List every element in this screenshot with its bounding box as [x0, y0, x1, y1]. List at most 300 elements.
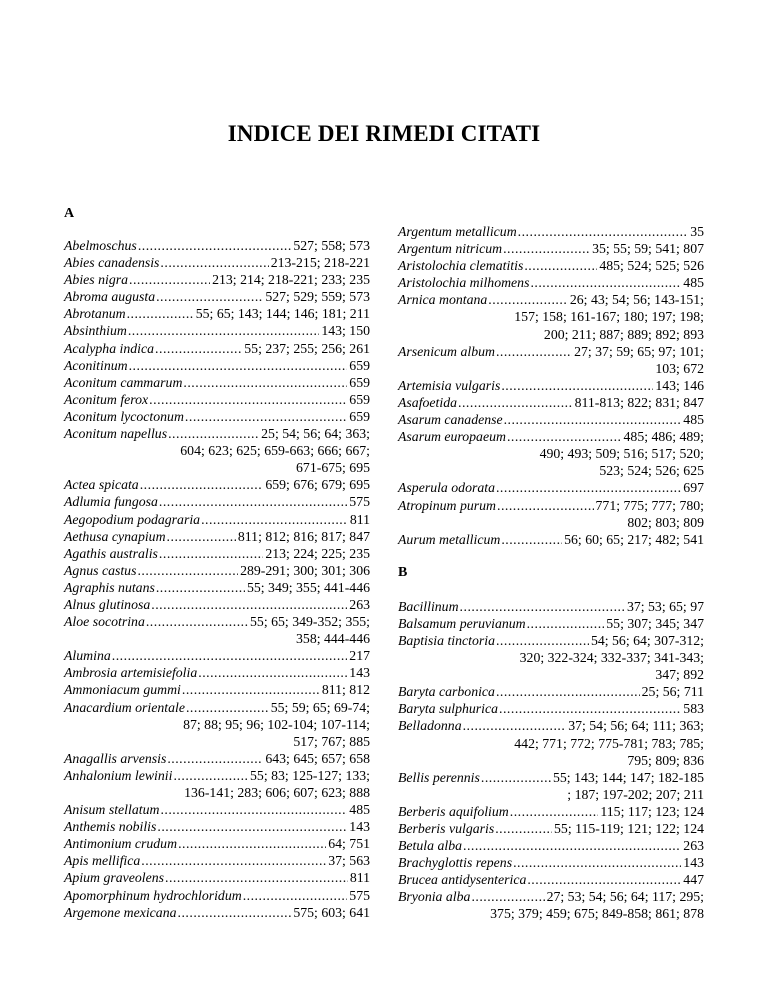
index-entry-first-line [64, 305, 370, 322]
index-entry-first-line [64, 904, 370, 921]
dot-leader [513, 854, 681, 871]
index-entry-first-line [64, 750, 370, 767]
dot-leader [156, 288, 263, 305]
remedy-name: Atropinum purum [398, 497, 496, 513]
remedy-name: Artemisia vulgaris [398, 377, 501, 393]
dot-leader [460, 598, 625, 615]
remedy-name: Acalypha indica [64, 340, 155, 356]
dot-leader [165, 869, 348, 886]
index-entry-first-line [398, 632, 704, 649]
index-entry [398, 871, 704, 888]
dot-leader [167, 750, 263, 767]
remedy-name: Apium graveolens [64, 870, 165, 886]
dot-leader [178, 835, 326, 852]
remedy-name: Alnus glutinosa [64, 596, 151, 612]
page-references: 35 [690, 224, 704, 239]
page-references-continued: 802; 803; 809 [627, 514, 704, 530]
index-entry-first-line [64, 835, 370, 852]
index-entry-first-line [64, 767, 370, 784]
page-references: 37; 53; 65; 97 [626, 598, 704, 614]
page-references: 263 [349, 596, 370, 612]
remedy-name: Arsenicum album [398, 343, 495, 359]
page-references: 583 [683, 701, 704, 717]
page-references: 55; 65; 143; 144; 146; 181; 211 [195, 306, 370, 322]
remedy-name: Argemone mexicana [64, 904, 177, 920]
remedy-name: Belladonna [398, 718, 462, 734]
remedy-name: Abelmoschus [64, 238, 137, 253]
page-references: 213; 224; 225; 235 [265, 545, 370, 561]
dot-leader [518, 223, 689, 240]
remedy-name: Agraphis nutans [64, 579, 155, 595]
remedy-name: Aconitum ferox [64, 391, 149, 407]
remedy-name: Aristolochia clematitis [398, 258, 524, 274]
remedy-name: Asperula odorata [398, 480, 495, 496]
remedy-name: Adlumia fungosa [64, 494, 158, 510]
index-entry [398, 615, 704, 632]
dot-leader [471, 888, 544, 905]
dot-leader [178, 904, 292, 921]
page-references: 55; 307; 345; 347 [606, 615, 704, 631]
dot-leader [201, 511, 348, 528]
page-references: 697 [683, 480, 704, 496]
page-references: 811; 812 [321, 682, 370, 698]
index-entry-first-line [64, 579, 370, 596]
page-references: 527; 529; 559; 573 [265, 289, 370, 305]
page-references: 55; 83; 125-127; 133; [250, 767, 370, 783]
index-entry [64, 562, 370, 579]
dot-leader [129, 271, 210, 288]
index-entry-first-line [398, 803, 704, 820]
remedy-name: Baptisia tinctoria [398, 632, 495, 648]
page-references: 25; 56; 711 [641, 684, 704, 700]
index-entry-first-line [398, 598, 704, 615]
remedy-name: Aurum metallicum [398, 531, 501, 547]
remedy-name: Aconitum cammarum [64, 374, 183, 390]
dot-leader [159, 545, 263, 562]
index-entry-first-line [398, 700, 704, 717]
index-entry [64, 528, 370, 545]
dot-leader [499, 700, 681, 717]
dot-leader [481, 769, 551, 786]
page-references: 64; 751 [328, 836, 370, 852]
index-entry [64, 664, 370, 681]
dot-leader [463, 717, 567, 734]
remedy-name: Abies nigra [64, 272, 128, 288]
index-entry [64, 767, 370, 801]
index-entry [398, 717, 704, 768]
index-entry [64, 425, 370, 476]
index-entry-first-line [64, 254, 370, 271]
dot-leader [496, 683, 640, 700]
page-references: 55; 65; 349-352; 355; [250, 614, 370, 630]
dot-leader [510, 803, 599, 820]
entries-list-right-a [398, 223, 704, 548]
dot-leader [243, 887, 348, 904]
index-entry-first-line [64, 237, 370, 254]
index-entry [398, 888, 704, 922]
dot-leader [501, 531, 562, 548]
index-entry [398, 223, 704, 240]
index-entry-first-line [398, 769, 704, 786]
remedy-name: Asarum europaeum [398, 429, 506, 445]
remedy-name: Aristolochia milhomens [398, 275, 530, 291]
index-entry-first-line [64, 818, 370, 835]
page-references: 56; 60; 65; 217; 482; 541 [564, 531, 704, 547]
page-references-continued: 87; 88; 95; 96; 102-104; 107-114; [183, 716, 370, 732]
dot-leader [141, 852, 326, 869]
page-references: 27; 53; 54; 56; 64; 117; 295; [546, 889, 704, 905]
index-entry [64, 374, 370, 391]
remedy-name: Antimonium crudum [64, 836, 178, 852]
page-references-continued: 103; 672 [655, 360, 704, 376]
dot-leader [496, 479, 681, 496]
remedy-name: Betula alba [398, 838, 462, 854]
remedy-name: Agnus castus [64, 562, 137, 578]
index-entry [398, 479, 704, 496]
index-entry-first-line [398, 820, 704, 837]
index-entry [64, 613, 370, 647]
index-entry [398, 377, 704, 394]
index-entry-first-line [398, 615, 704, 632]
index-entry [64, 596, 370, 613]
remedy-name: Asarum canadense [398, 412, 503, 428]
index-entry [398, 428, 704, 479]
dot-leader [137, 562, 238, 579]
remedy-name: Aconitinum [64, 357, 128, 373]
index-entry [64, 887, 370, 904]
page-references: 811-813; 822; 831; 847 [574, 394, 704, 410]
index-entry [398, 274, 704, 291]
page-references: 811 [349, 870, 370, 886]
index-entry-first-line [64, 596, 370, 613]
index-entry [64, 699, 370, 750]
index-entry [64, 322, 370, 339]
remedy-name: Anhalonium lewinii [64, 767, 173, 783]
index-entry [64, 904, 370, 921]
remedy-name: Asafoetida [398, 394, 458, 410]
page-references-continued: 200; 211; 887; 889; 892; 893 [543, 326, 704, 342]
page-title: INDICE DEI RIMEDI CITATI [227, 121, 541, 146]
index-column-right [398, 223, 704, 923]
dot-leader [160, 254, 268, 271]
page-references: 485 [349, 802, 370, 818]
page-references: 143 [683, 855, 704, 871]
page-references: 143; 146 [655, 377, 704, 393]
index-entry [64, 801, 370, 818]
index-entry [398, 803, 704, 820]
index-entry [64, 579, 370, 596]
index-entry [398, 632, 704, 683]
index-entry-first-line [64, 545, 370, 562]
page-references: 575 [349, 494, 370, 510]
page-references-continued: 347; 892 [655, 667, 704, 683]
index-entry-first-line [398, 497, 704, 514]
index-entry [64, 305, 370, 322]
index-entry [64, 869, 370, 886]
index-entry-first-line [64, 647, 370, 664]
index-entry [64, 271, 370, 288]
page-references: 485 [683, 275, 704, 291]
index-entry-first-line [64, 476, 370, 493]
index-entry-first-line [398, 411, 704, 428]
page-references: 527; 558; 573 [293, 238, 370, 253]
dot-leader [530, 274, 681, 291]
index-entry [64, 408, 370, 425]
index-entry-first-line [64, 391, 370, 408]
index-entry-first-line [398, 871, 704, 888]
page-references: 115; 117; 123; 124 [600, 803, 704, 819]
remedy-name: Abroma augusta [64, 289, 156, 305]
index-entry-first-line [64, 562, 370, 579]
page-references-continued: 604; 623; 625; 659-663; 666; 667; [180, 443, 370, 459]
remedy-name: Argentum nitricum [398, 241, 503, 257]
page-references: 659 [349, 391, 370, 407]
dot-leader [140, 476, 264, 493]
page-references-continued: 517; 767; 885 [293, 733, 370, 749]
index-entry [398, 531, 704, 548]
page-references: 447 [683, 872, 704, 888]
dot-leader [127, 305, 194, 322]
index-entry-first-line [398, 683, 704, 700]
dot-leader [185, 408, 347, 425]
index-entry-first-line [398, 854, 704, 871]
index-entry [398, 394, 704, 411]
dot-leader [129, 357, 348, 374]
page-references: 575 [349, 887, 370, 903]
dot-leader [458, 394, 573, 411]
remedy-name: Alumina [64, 648, 111, 664]
page-references: 659 [349, 408, 370, 424]
page-references: 54; 56; 64; 307-312; [590, 632, 704, 648]
index-entry-first-line [64, 681, 370, 698]
remedy-name: Aegopodium podagraria [64, 511, 201, 527]
remedy-name: Abrotanum [64, 306, 126, 322]
remedy-name: Argentum metallicum [398, 224, 517, 239]
dot-leader [151, 596, 347, 613]
dot-leader [524, 257, 597, 274]
index-entry [64, 852, 370, 869]
index-entry-first-line [398, 531, 704, 548]
remedy-name: Aloe socotrina [64, 614, 145, 630]
page-references: 143 [349, 819, 370, 835]
dot-leader [167, 528, 236, 545]
index-entry [398, 240, 704, 257]
page-references-continued: ; 187; 197-202; 207; 211 [567, 786, 704, 802]
index-entry-first-line [64, 271, 370, 288]
index-entry-first-line [398, 837, 704, 854]
index-entry [64, 750, 370, 767]
remedy-name: Anacardium orientale [64, 699, 185, 715]
page-references: 659 [349, 357, 370, 373]
dot-leader [157, 818, 347, 835]
index-entry [398, 854, 704, 871]
dot-leader [155, 340, 242, 357]
index-entry-first-line [64, 869, 370, 886]
remedy-name: Brachyglottis repens [398, 855, 513, 871]
page-references-continued: 523; 524; 526; 625 [599, 463, 704, 479]
page-references: 35; 55; 59; 541; 807 [592, 241, 704, 257]
entries-list-right-b [398, 598, 704, 923]
page-references: 213-215; 218-221 [270, 255, 370, 271]
dot-leader [496, 632, 589, 649]
dot-leader [501, 377, 653, 394]
index-entry [64, 476, 370, 493]
remedy-name: Balsamum peruvianum [398, 615, 526, 631]
index-entry-first-line [398, 377, 704, 394]
page-references: 811; 812; 816; 817; 847 [237, 528, 370, 544]
index-entry [398, 820, 704, 837]
index-entry-first-line [398, 291, 704, 308]
index-entry [64, 391, 370, 408]
index-entry-first-line [398, 479, 704, 496]
dot-leader [128, 322, 319, 339]
page-references: 485; 524; 525; 526 [599, 258, 704, 274]
index-entry [64, 254, 370, 271]
remedy-name: Actea spicata [64, 477, 139, 493]
page-references: 485 [683, 412, 704, 428]
page-references: 55; 143; 144; 147; 182-185 [553, 769, 704, 785]
page-references: 37; 54; 56; 64; 111; 363; [568, 718, 704, 734]
index-entry-first-line [64, 322, 370, 339]
index-entry [398, 497, 704, 531]
dot-leader [186, 699, 269, 716]
remedy-name: Ambrosia artemisiefolia [64, 665, 198, 681]
index-entry [64, 340, 370, 357]
remedy-name: Arnica montana [398, 292, 488, 308]
remedy-name: Bryonia alba [398, 889, 471, 905]
index-entry-first-line [398, 717, 704, 734]
dot-leader [527, 871, 681, 888]
remedy-name: Apis mellifica [64, 853, 141, 869]
page-references-continued: 490; 493; 509; 516; 517; 520; [539, 446, 704, 462]
index-entry-first-line [398, 888, 704, 905]
remedy-name: Berberis vulgaris [398, 821, 495, 836]
page-references: 26; 43; 54; 56; 143-151; [569, 292, 704, 308]
remedy-name: Berberis aquifolium [398, 803, 509, 819]
remedy-name: Aethusa cynapium [64, 528, 166, 544]
index-column-left [64, 205, 370, 921]
index-entry-first-line [64, 801, 370, 818]
index-entry [64, 545, 370, 562]
page-references: 811 [349, 511, 370, 527]
remedy-name: Bacillinum [398, 598, 459, 614]
page-references-continued: 320; 322-324; 332-337; 341-343; [519, 650, 704, 666]
dot-leader [182, 681, 320, 698]
remedy-name: Aconitum lycoctonum [64, 408, 184, 424]
page-references: 659; 676; 679; 695 [265, 477, 370, 493]
index-entry-first-line [64, 340, 370, 357]
remedy-name: Baryta sulphurica [398, 701, 499, 717]
index-entry-first-line [398, 394, 704, 411]
dot-leader [149, 391, 347, 408]
page-references: 659 [349, 374, 370, 390]
index-entry [398, 700, 704, 717]
page-references-continued: 795; 809; 836 [627, 752, 704, 768]
dot-leader [156, 579, 245, 596]
page-references: 771; 775; 777; 780; [595, 497, 704, 513]
remedy-name: Baryta carbonica [398, 684, 495, 700]
index-entry [398, 598, 704, 615]
index-entry-first-line [64, 699, 370, 716]
page-references: 55; 349; 355; 441-446 [246, 579, 370, 595]
index-entry-first-line [398, 257, 704, 274]
index-entry-first-line [64, 613, 370, 630]
dot-leader [112, 647, 348, 664]
index-entry-first-line [64, 511, 370, 528]
remedy-name: Anthemis nobilis [64, 819, 157, 835]
index-entry-first-line [64, 887, 370, 904]
page-references-continued: 375; 379; 459; 675; 849-858; 861; 878 [490, 906, 704, 922]
page-references-continued: 671-675; 695 [296, 460, 370, 476]
page-references-continued: 442; 771; 772; 775-781; 783; 785; [514, 735, 704, 751]
dot-leader [497, 497, 594, 514]
page-references: 643; 645; 657; 658 [265, 750, 370, 766]
page-references: 263 [683, 838, 704, 854]
dot-leader [138, 237, 292, 254]
remedy-name: Brucea antidysenterica [398, 872, 527, 888]
index-entry [64, 835, 370, 852]
page-references-continued: 358; 444-446 [296, 631, 370, 647]
index-entry-first-line [64, 408, 370, 425]
remedy-name: Agathis australis [64, 545, 158, 561]
dot-leader [504, 411, 682, 428]
index-entry-first-line [64, 493, 370, 510]
dot-leader [488, 291, 568, 308]
section-letter-a: A [64, 206, 75, 221]
index-entry [398, 411, 704, 428]
remedy-name: Abies canadensis [64, 255, 160, 271]
dot-leader [159, 493, 347, 510]
page-references: 55; 115-119; 121; 122; 124 [554, 821, 704, 836]
dot-leader [160, 801, 347, 818]
dot-leader [183, 374, 347, 391]
page-references: 575; 603; 641 [293, 904, 370, 920]
index-entry-first-line [64, 664, 370, 681]
index-entry [398, 683, 704, 700]
index-entry [398, 343, 704, 377]
dot-leader [168, 425, 259, 442]
entries-list-left [64, 237, 370, 921]
dot-leader [507, 428, 622, 445]
section-letter-b: B [398, 564, 408, 580]
page-references-continued: 157; 158; 161-167; 180; 197; 198; [514, 309, 704, 325]
dot-leader [463, 837, 681, 854]
remedy-name: Anagallis arvensis [64, 750, 167, 766]
remedy-name: Aconitum napellus [64, 426, 168, 442]
page-references: 289-291; 300; 301; 306 [240, 562, 370, 578]
remedy-name: Anisum stellatum [64, 802, 160, 818]
remedy-name: Bellis perennis [398, 769, 480, 785]
page-references: 27; 37; 59; 65; 97; 101; [574, 343, 704, 359]
index-entry [64, 511, 370, 528]
dot-leader [503, 240, 590, 257]
index-entry-first-line [64, 288, 370, 305]
remedy-name: Absinthium [64, 323, 127, 339]
dot-leader [527, 615, 605, 632]
index-entry-first-line [64, 374, 370, 391]
dot-leader [198, 664, 347, 681]
remedy-name: Ammoniacum gummi [64, 682, 181, 698]
index-entry-first-line [398, 343, 704, 360]
index-entry [398, 837, 704, 854]
index-entry [398, 769, 704, 803]
page-references: 213; 214; 218-221; 233; 235 [212, 272, 370, 288]
page-references: 55; 59; 65; 69-74; [270, 699, 370, 715]
index-entry [64, 493, 370, 510]
dot-leader [146, 613, 248, 630]
index-entry [64, 357, 370, 374]
remedy-name: Apomorphinum hydrochloridum [64, 887, 242, 903]
